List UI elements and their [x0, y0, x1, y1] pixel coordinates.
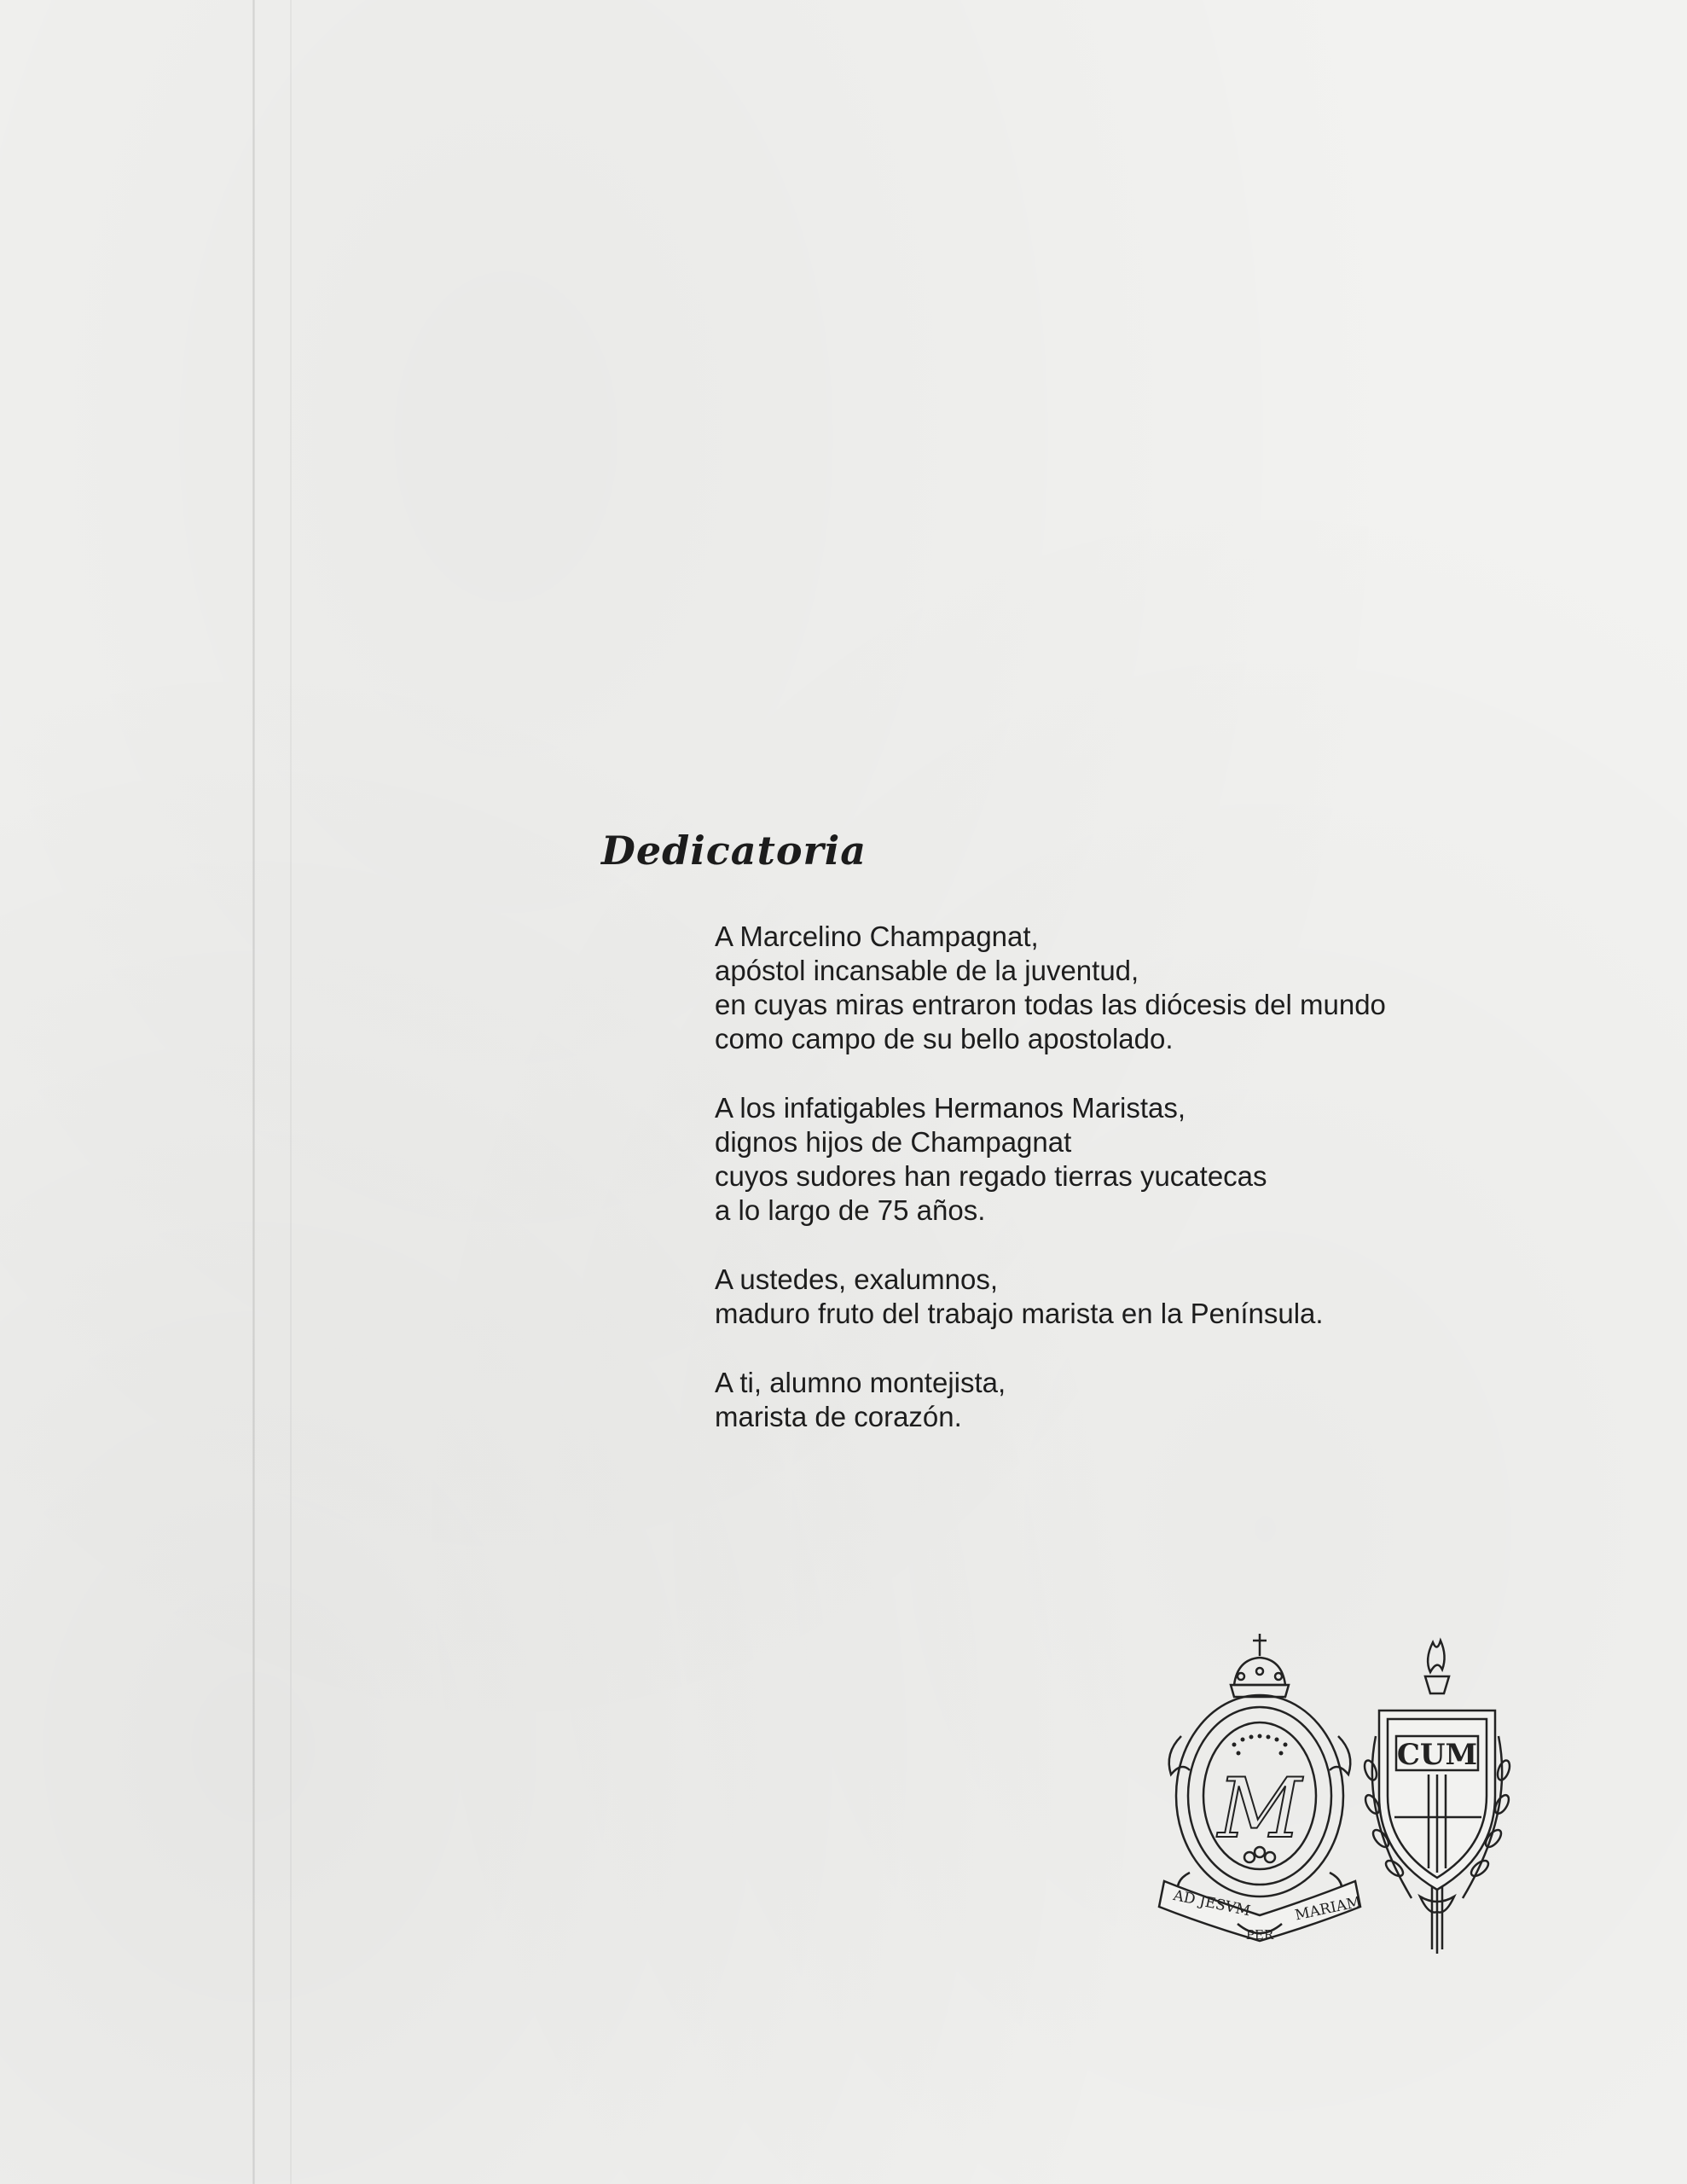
ribbon-left-text: AD JESVM: [1171, 1886, 1252, 1920]
stanza-line: apóstol incansable de la juventud,: [715, 955, 1139, 986]
stanza-line: dignos hijos de Champagnat: [715, 1126, 1072, 1158]
stanza-line: A Marcelino Champagnat,: [715, 921, 1039, 952]
page-fold-shadow: [252, 0, 255, 2184]
ribbon-center-text: PER: [1245, 1927, 1274, 1943]
stanza-exalumnos: [715, 1263, 1568, 1331]
ribbon-right-text: MARIAM: [1293, 1893, 1363, 1925]
stanza-line: cuyos sudores han regado tierras yucatecas: [715, 1160, 1267, 1192]
stanza-line: A los infatigables Hermanos Maristas,: [715, 1092, 1186, 1124]
stanza-line: a lo largo de 75 años.: [715, 1194, 986, 1226]
stanza-line: marista de corazón.: [715, 1401, 962, 1432]
stanza-line: maduro fruto del trabajo marista en la Península.: [715, 1298, 1324, 1329]
stanza-champagnat: [715, 920, 1568, 1056]
dedication-heading: Dedicatoria: [601, 828, 867, 874]
stanza-alumno: [715, 1366, 1568, 1434]
stanza-line: en cuyas miras entraron todas las diócesis del mundo: [715, 989, 1386, 1020]
stanza-line: A ustedes, exalumnos,: [715, 1263, 999, 1295]
dedication-body: [715, 920, 1568, 1469]
shield-text: CUM: [1396, 1738, 1478, 1772]
stanza-line: A ti, alumno montejista,: [715, 1367, 1006, 1398]
page-fold-line: [290, 0, 292, 2184]
crown-icon: [1231, 1634, 1289, 1697]
stanza-line: como campo de su bello apostolado.: [715, 1023, 1174, 1054]
stanza-hermanos: [715, 1091, 1568, 1228]
marist-crest-emblem: [1156, 1625, 1522, 1958]
monogram-letter: M: [1217, 1761, 1302, 1856]
